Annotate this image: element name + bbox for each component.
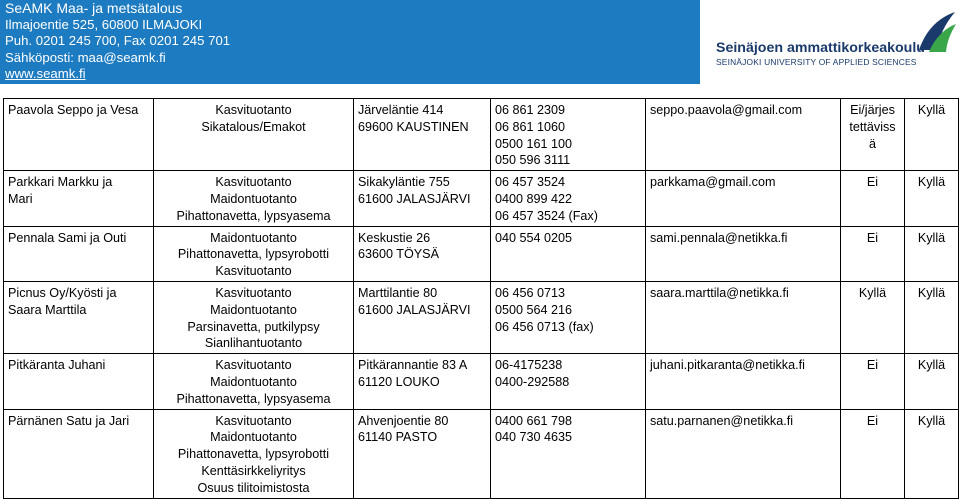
production-type-cell [154,226,354,281]
phone-number: 0500 564 216 [495,302,573,317]
phone-number: 06-4175238 [495,358,563,373]
logo-name: Seinäjoen ammattikorkeakoulu [716,40,925,56]
organic-status-cell [841,99,905,171]
org-email: Sähköposti: maa@seamk.fi [5,49,166,65]
production-type: Sianlihantuotanto [204,336,303,351]
farm-address: 61140 PASTO [358,430,438,445]
phone-number-cell [491,281,646,353]
organic-status: Kyllä [858,285,887,300]
production-type-cell [154,281,354,353]
phone-number-cell [491,99,646,171]
farmer-name-cell [4,99,154,171]
email-address[interactable]: sami.pennala@netikka.fi [650,230,788,245]
email-address-cell[interactable] [646,226,841,281]
production-type: Kasvituotanto [215,285,292,300]
logo-subtitle: SEINÄJOKI UNIVERSITY OF APPLIED SCIENCES [716,57,917,67]
farm-address: Keskustie 26 [358,230,431,245]
phone-number: 06 861 2309 [495,103,566,117]
production-type: Kasvituotanto [215,175,292,190]
farmer-name: Mari [8,191,33,206]
farmer-name: Pitkäranta Juhani [8,358,106,373]
production-type-cell [154,354,354,409]
table-row [4,354,959,409]
farmer-name: Paavola Seppo ja Vesa [8,103,139,117]
production-type-cell [154,99,354,171]
visits-allowed: Kyllä [917,413,946,428]
farm-address: Järveläntie 414 [358,103,444,117]
farm-address-cell [354,99,491,171]
visits-allowed: Kyllä [917,285,946,300]
farmer-name: Picnus Oy/Kyösti ja [8,285,117,300]
phone-number-cell [491,226,646,281]
phone-number-cell [491,354,646,409]
table-row [4,171,959,226]
farmer-name: Pennala Sami ja Outi [8,230,127,245]
table-row [4,99,959,171]
organic-status: Ei [866,358,879,373]
email-address[interactable]: seppo.paavola@gmail.com [650,103,803,117]
phone-number: 0400 661 798 [495,413,573,428]
phone-number-cell [491,171,646,226]
visits-allowed-cell [905,171,959,226]
production-type: Osuus tilitoimistosta [197,480,310,495]
email-address[interactable]: saara.marttila@netikka.fi [650,285,789,300]
visits-allowed-cell [905,99,959,171]
organic-status-cell [841,354,905,409]
farm-address-cell [354,281,491,353]
production-type: Kasvituotanto [215,103,292,117]
farm-address-cell [354,354,491,409]
production-type: Maidontuotanto [210,230,297,245]
email-address[interactable]: satu.parnanen@netikka.fi [650,413,794,428]
contact-header [5,0,230,83]
email-address-cell[interactable] [646,171,841,226]
organic-status: tettäviss [849,119,896,134]
organic-status: ä [868,136,876,151]
organic-status: Ei [866,413,879,428]
production-type: Maidontuotanto [210,191,297,206]
phone-number: 0400 899 422 [495,191,573,206]
farm-address-cell [354,226,491,281]
production-type: Pihattonavetta, lypsyasema [176,208,331,223]
org-address: Ilmajoentie 525, 60800 ILMAJOKI [5,16,203,32]
production-type: Sikatalous/Emakot [201,119,306,134]
production-type: Kasvituotanto [215,264,292,279]
production-type: Kasvituotanto [215,358,292,373]
phone-number: 06 861 1060 [495,119,566,134]
phone-number: 040 730 4635 [495,430,573,445]
organic-status-cell [841,281,905,353]
production-type: Pihattonavetta, lypsyrobotti [177,447,330,462]
farmer-name-cell [4,281,154,353]
production-type: Kasvituotanto [215,413,292,428]
organic-status-cell [841,171,905,226]
farm-address: Pitkärannantie 83 A [358,358,468,373]
farm-address: 63600 TÖYSÄ [358,247,439,262]
visits-allowed: Kyllä [917,230,946,245]
organic-status: Ei [866,175,879,190]
org-name: SeAMK Maa- ja metsätalous [5,0,183,16]
email-address-cell[interactable] [646,99,841,171]
farm-address: Ahvenjoentie 80 [358,413,449,428]
production-type: Maidontuotanto [210,374,297,389]
farm-address: Marttilantie 80 [358,285,438,300]
production-type-cell [154,171,354,226]
farm-address: 61600 JALASJÄRVI [358,302,471,317]
org-phone: Puh. 0201 245 700, Fax 0201 245 701 [5,33,231,49]
organic-status: Ei/järjes [850,103,895,117]
farm-address: 61600 JALASJÄRVI [358,191,471,206]
phone-number: 0400-292588 [495,374,570,389]
farm-address: Sikakyläntie 755 [358,175,450,190]
farmer-name: Saara Marttila [8,302,87,317]
phone-number: 0500 161 100 [495,136,573,151]
farm-address: 69600 KAUSTINEN [358,119,469,134]
email-address-cell[interactable] [646,281,841,353]
phone-number: 050 596 3111 [495,153,571,168]
table-row [4,226,959,281]
phone-number: 040 554 0205 [495,230,573,245]
production-type: Maidontuotanto [210,430,297,445]
production-type: Maidontuotanto [210,302,297,317]
email-address-cell[interactable] [646,354,841,409]
phone-number: 06 456 0713 (fax) [495,319,594,334]
organic-status: Ei [866,230,879,245]
table-row [4,281,959,353]
farmer-name-cell [4,226,154,281]
phone-number: 06 457 3524 [495,175,566,190]
visits-allowed: Kyllä [917,103,946,117]
email-address[interactable]: juhani.pitkaranta@netikka.fi [650,358,805,373]
visits-allowed-cell [905,226,959,281]
phone-number: 06 457 3524 (Fax) [495,208,598,223]
logo-area [700,0,960,84]
farmer-name-cell [4,171,154,226]
visits-allowed: Kyllä [917,175,946,190]
visits-allowed-cell [905,354,959,409]
org-website-link[interactable]: www.seamk.fi [5,66,86,82]
organic-status-cell [841,226,905,281]
visits-allowed-cell [905,281,959,353]
production-type: Pihattonavetta, lypsyasema [176,391,331,406]
farmer-name: Parkkari Markku ja [8,175,113,190]
farmer-name: Pärnänen Satu ja Jari [8,413,130,428]
farm-contacts-table [3,98,959,499]
phone-number: 06 456 0713 [495,285,566,300]
production-type: Kenttäsirkkeliyritys [201,463,306,478]
farm-address-cell [354,171,491,226]
farm-address: 61120 LOUKO [358,374,440,389]
production-type: Pihattonavetta, lypsyrobotti [177,247,330,262]
production-type: Parsinavetta, putkilypsy [187,319,320,334]
email-address[interactable]: parkkama@gmail.com [650,175,776,190]
visits-allowed: Kyllä [917,358,946,373]
farmer-name-cell [4,354,154,409]
